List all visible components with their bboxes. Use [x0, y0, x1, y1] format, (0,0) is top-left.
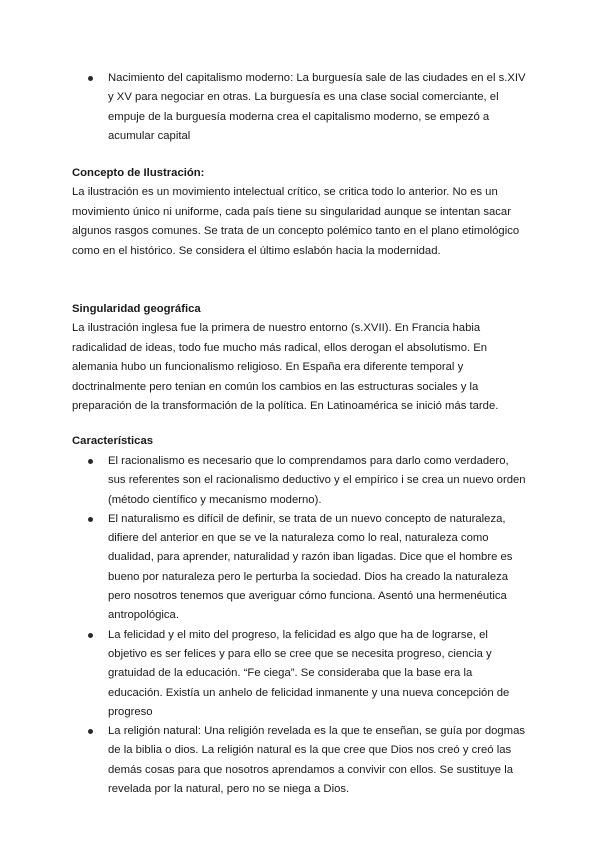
list-item	[88, 510, 528, 626]
section-concepto	[72, 164, 532, 261]
list-item-text: El naturalismo es difícil de definir, se trata de un nuevo concepto de naturaleza, difiere del anterior en que se ve la naturaleza como lo real, naturaleza como dualidad, para aprender, naturalidad y razón iban ligadas. Dice que el hombre es bueno por naturaleza pero le perturba la sociedad. Dios ha creado la naturaleza pero nosotros tenemos que averiguar cómo funciona. Asentó una hermenéutica antropológica.	[108, 512, 513, 622]
list-item-text: El racionalismo es necesario que lo comprendamos para darlo como verdadero, sus referentes son el racionalismo deductivo y el empírico i se crea un nuevo orden (método científico y mecanismo moderno).	[108, 455, 526, 506]
list-item	[88, 69, 528, 146]
bullet-icon	[88, 76, 93, 81]
section-heading: Singularidad geográfica	[72, 303, 201, 315]
bullet-icon	[88, 729, 93, 734]
section-paragraph: La ilustración inglesa fue la primera de nuestro entorno (s.XVII). En Francia habia radicalidad de ideas, todo fue mucho más radical, ellos derogan el absolutismo. En alemania hubo un funcionalismo religioso. En España era diferente temporal y doctrinalmente pero tenian en común los cambios en las estructuras sociales y la preparación de la transformación de la política. En Latinoamérica se inició más tarde.	[72, 322, 499, 412]
intro-bullet-list	[88, 69, 528, 146]
list-item	[88, 722, 528, 799]
list-item	[88, 452, 528, 510]
list-item-text: Nacimiento del capitalismo moderno: La burguesía sale de las ciudades en el s.XIV y XV para negociar en otras. La burguesía es una clase social comerciante, el empuje de la burguesía moderna crea el capitalismo moderno, se empezó a acumular capital	[108, 72, 526, 142]
section-caracteristicas	[72, 432, 532, 451]
section-paragraph: La ilustración es un movimiento intelectual crítico, se critica todo lo anterior. No es un movimiento único ni uniforme, cada país tiene su singularidad aunque se intentan sacar algunos rasgos comunes. Se trata de un concepto polémico tanto en el plano etimológico como en el histórico. Se considera el último eslabón hacia la modernidad.	[72, 186, 520, 257]
bullet-icon	[88, 633, 93, 638]
section-heading: Concepto de Ilustración:	[72, 167, 205, 179]
bullet-icon	[88, 517, 93, 522]
list-item-text: La felicidad y el mito del progreso, la felicidad es algo que ha de lograrse, el objetivo es ser felices y para ello se cree que se necesita progreso, ciencia y gratuidad de la educación. “Fe ciega”. Se consideraba que la base era la educación. Existía un anhelo de felicidad inmanente y una nueva concepción de progreso	[108, 628, 510, 718]
list-item	[88, 626, 528, 722]
section-heading: Características	[72, 435, 154, 447]
section-singularidad	[72, 300, 532, 417]
caracteristicas-list	[88, 452, 528, 799]
bullet-icon	[88, 459, 93, 464]
list-item-text: La religión natural: Una religión revelada es la que te enseñan, se guía por dogmas de la biblia o dios. La religión natural es la que cree que Dios nos creó y creó las demás cosas para que nosotros aprendamos a convivir con ellos. Se sustituye la revelada por la natural, pero no se niega a Dios.	[108, 725, 526, 796]
